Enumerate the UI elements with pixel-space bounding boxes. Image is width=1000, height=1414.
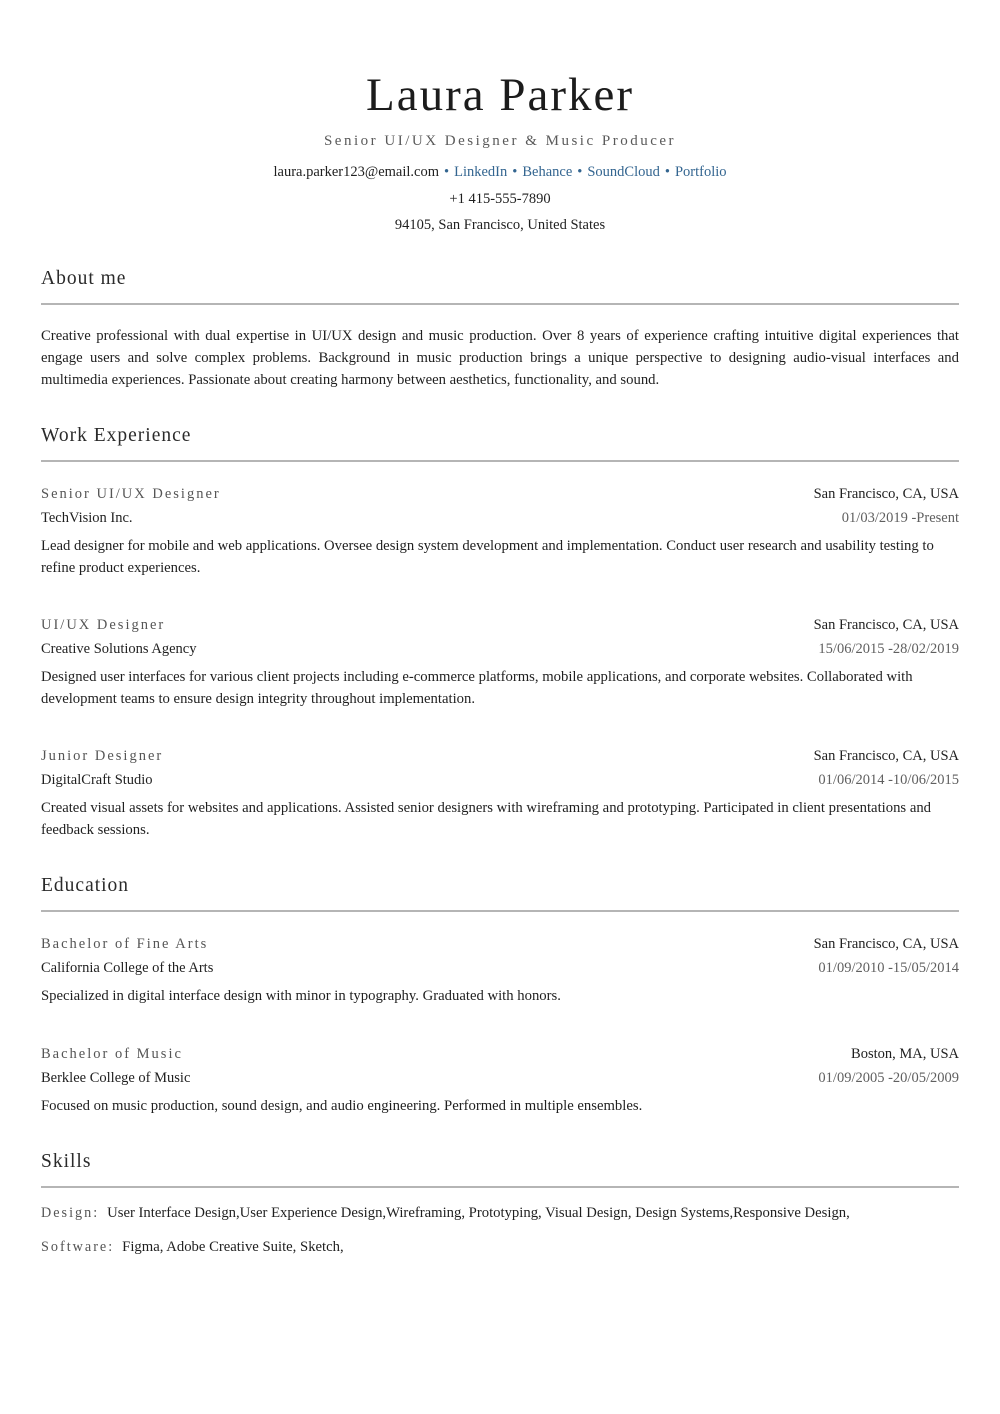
candidate-headline: Senior UI/UX Designer & Music Producer xyxy=(323,133,677,150)
linkedin-link[interactable]: LinkedIn xyxy=(454,164,508,181)
work-entry xyxy=(41,486,959,579)
education-dates: 01/09/2010 -15/05/2014 xyxy=(818,960,959,977)
job-title: Senior UI/UX Designer xyxy=(41,486,221,503)
school-location: San Francisco, CA, USA xyxy=(813,936,959,953)
section-education xyxy=(41,875,959,1116)
section-skills xyxy=(41,1151,959,1256)
education-description: Specialized in digital interface design with minor in typography. Graduated with honors. xyxy=(41,988,561,1005)
job-description: Designed user interfaces for various client projects including e-commerce platforms, mobile applications, and corporate websites. Collaborated with development teams to ensure design integrity throughout implementation. xyxy=(41,669,913,708)
job-description: Created visual assets for websites and applications. Assisted senior designers with wireframing and prototyping. Participated in client presentations and feedback sessions. xyxy=(41,800,932,839)
education-description: Focused on music production, sound design, and audio engineering. Performed in multiple ensembles. xyxy=(41,1097,643,1114)
job-title: Junior Designer xyxy=(41,748,164,765)
job-dates: 01/06/2014 -10/06/2015 xyxy=(818,772,959,789)
skill-category-label: Design: xyxy=(41,1204,100,1221)
section-divider xyxy=(41,303,959,305)
education-entry xyxy=(41,1046,959,1117)
contact-line xyxy=(41,164,959,181)
resume-header xyxy=(41,0,959,234)
education-heading: Education xyxy=(41,875,130,897)
skill-list: Figma, Adobe Creative Suite, Sketch, xyxy=(122,1238,344,1255)
contact-address: 94105, San Francisco, United States xyxy=(394,217,606,234)
school-location: Boston, MA, USA xyxy=(851,1045,959,1062)
job-company: DigitalCraft Studio xyxy=(41,772,153,789)
contact-separator: • xyxy=(512,164,518,181)
contact-separator: • xyxy=(444,164,450,181)
work-entry xyxy=(41,617,959,710)
degree-title: Bachelor of Music xyxy=(41,1045,183,1062)
job-location: San Francisco, CA, USA xyxy=(813,486,959,503)
job-location: San Francisco, CA, USA xyxy=(813,617,959,634)
job-company: TechVision Inc. xyxy=(41,510,133,527)
job-description: Lead designer for mobile and web applications. Oversee design system development and implementation. Conduct user research and usability testing to refine product experiences. xyxy=(41,538,934,577)
contact-phone: +1 415-555-7890 xyxy=(449,191,551,208)
work-entry xyxy=(41,748,959,841)
behance-link[interactable]: Behance xyxy=(522,164,573,181)
job-dates: 15/06/2015 -28/02/2019 xyxy=(818,641,959,658)
skill-category-label: Software: xyxy=(41,1238,115,1255)
portfolio-link[interactable]: Portfolio xyxy=(674,164,727,181)
skills-heading: Skills xyxy=(41,1150,92,1172)
contact-separator: • xyxy=(577,164,583,181)
soundcloud-link[interactable]: SoundCloud xyxy=(587,164,660,181)
section-divider xyxy=(41,460,959,462)
section-divider xyxy=(41,910,959,912)
skill-row-software xyxy=(41,1239,959,1256)
education-entry xyxy=(41,936,959,1007)
school-name: Berklee College of Music xyxy=(41,1069,191,1086)
job-location: San Francisco, CA, USA xyxy=(813,748,959,765)
about-heading: About me xyxy=(41,268,127,290)
contact-email: laura.parker123@email.com xyxy=(273,164,440,181)
about-text: Creative professional with dual expertise in UI/UX design and music production. Over 8 years of experience crafting intuitive digital experiences that engage users and solve complex problems. Background in music production brings a unique perspective to designing audio-visual interfaces and multimedia experiences. Passionate about creating harmony between aesthetics, functionality, and sound. xyxy=(41,328,959,389)
candidate-name: Laura Parker xyxy=(366,69,634,121)
job-company: Creative Solutions Agency xyxy=(41,641,197,658)
school-name: California College of the Arts xyxy=(41,960,214,977)
contact-separator: • xyxy=(664,164,670,181)
section-work-experience xyxy=(41,425,959,841)
section-about xyxy=(41,268,959,391)
work-heading: Work Experience xyxy=(41,425,192,447)
degree-title: Bachelor of Fine Arts xyxy=(41,936,209,953)
skill-row-design xyxy=(41,1205,959,1222)
section-divider xyxy=(41,1186,959,1188)
job-title: UI/UX Designer xyxy=(41,617,166,634)
education-dates: 01/09/2005 -20/05/2009 xyxy=(818,1069,959,1086)
skill-list: User Interface Design,User Experience Design,Wireframing, Prototyping, Visual Design, Design Systems,Responsive Design, xyxy=(107,1204,850,1221)
job-dates: 01/03/2019 -Present xyxy=(841,510,959,527)
